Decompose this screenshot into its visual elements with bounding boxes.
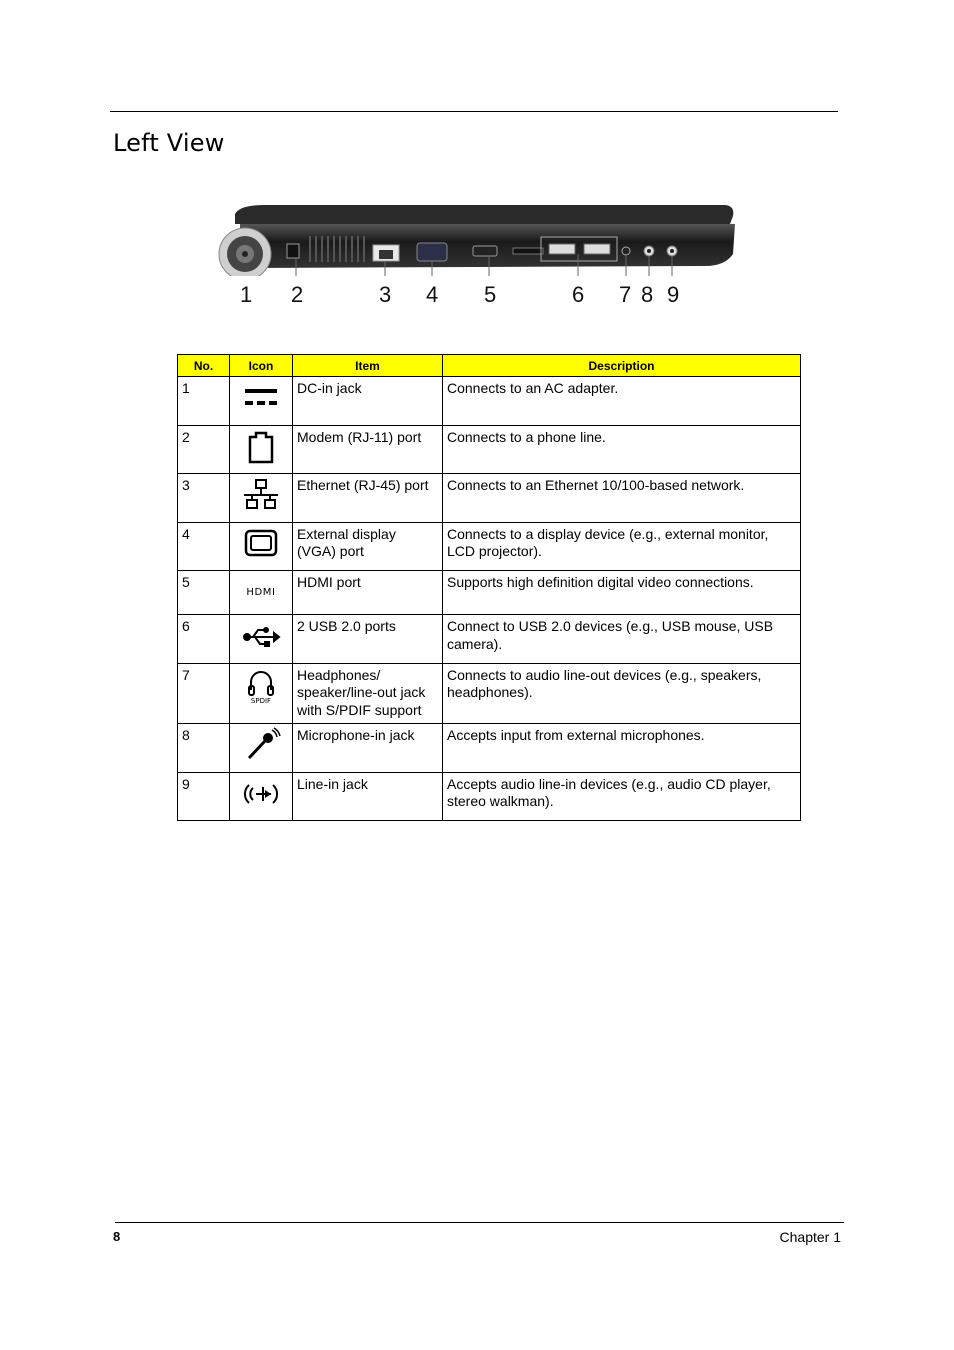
- icon-cell: [230, 615, 293, 664]
- icon-cell: [230, 474, 293, 523]
- callout-5: 5: [484, 282, 497, 307]
- row-number: 3: [178, 474, 230, 523]
- row-item: Modem (RJ-11) port: [293, 425, 443, 474]
- row-number: 6: [178, 615, 230, 664]
- icon-cell: [230, 522, 293, 571]
- modem-icon: [241, 429, 281, 465]
- chapter-label: Chapter 1: [779, 1229, 841, 1245]
- header-icon: Icon: [230, 355, 293, 377]
- table-row: [178, 724, 801, 773]
- spdif-label: SPDIF: [250, 696, 272, 705]
- callout-2: 2: [291, 282, 304, 307]
- usb-icon: [241, 618, 281, 654]
- row-number: 7: [178, 663, 230, 724]
- row-item: HDMI port: [293, 571, 443, 615]
- row-item: Ethernet (RJ-45) port: [293, 474, 443, 523]
- callout-9: 9: [667, 282, 680, 307]
- ports-table: [177, 354, 801, 821]
- header-no: No.: [178, 355, 230, 377]
- callout-4: 4: [426, 282, 439, 307]
- icon-cell: [230, 663, 293, 724]
- header-item: Item: [293, 355, 443, 377]
- callout-3: 3: [379, 282, 392, 307]
- row-number: 9: [178, 772, 230, 821]
- icon-cell: [230, 772, 293, 821]
- row-number: 2: [178, 425, 230, 474]
- laptop-left-view-figure: [205, 196, 745, 314]
- table-row: [178, 425, 801, 474]
- row-description: Connects to audio line-out devices (e.g., speakers, headphones).: [443, 663, 801, 724]
- laptop-side-illustration: [205, 196, 745, 276]
- icon-cell: [230, 425, 293, 474]
- table-row: [178, 522, 801, 571]
- header-description: Description: [443, 355, 801, 377]
- row-description: Connects to a display device (e.g., external monitor, LCD projector).: [443, 522, 801, 571]
- line-in-icon: [241, 776, 281, 812]
- hdmi-icon: HDMI: [246, 587, 276, 598]
- callout-7: 7: [619, 282, 632, 307]
- row-item: Microphone-in jack: [293, 724, 443, 773]
- callout-1: 1: [240, 282, 253, 307]
- row-description: Connects to an Ethernet 10/100-based network.: [443, 474, 801, 523]
- table-header-row: [178, 355, 801, 377]
- row-description: Accepts input from external microphones.: [443, 724, 801, 773]
- icon-cell: [230, 571, 293, 615]
- callout-6: 6: [572, 282, 585, 307]
- row-item: Line-in jack: [293, 772, 443, 821]
- row-description: Supports high definition digital video connections.: [443, 571, 801, 615]
- table-row: [178, 474, 801, 523]
- row-number: 1: [178, 377, 230, 426]
- row-item: External display (VGA) port: [293, 522, 443, 571]
- page-number: 8: [113, 1229, 121, 1244]
- table-row: [178, 663, 801, 724]
- row-item: 2 USB 2.0 ports: [293, 615, 443, 664]
- row-number: 5: [178, 571, 230, 615]
- icon-cell: [230, 377, 293, 426]
- headphones-icon: [241, 667, 281, 705]
- microphone-icon: [241, 727, 281, 763]
- table-row: [178, 615, 801, 664]
- row-number: 8: [178, 724, 230, 773]
- row-description: Connects to a phone line.: [443, 425, 801, 474]
- dc-in-icon: [241, 380, 281, 416]
- row-description: Connects to an AC adapter.: [443, 377, 801, 426]
- table-row: [178, 772, 801, 821]
- table-row: [178, 571, 801, 615]
- table-row: [178, 377, 801, 426]
- row-description: Connect to USB 2.0 devices (e.g., USB mouse, USB camera).: [443, 615, 801, 664]
- bottom-rule: [115, 1222, 844, 1223]
- row-number: 4: [178, 522, 230, 571]
- row-description: Accepts audio line-in devices (e.g., audio CD player, stereo walkman).: [443, 772, 801, 821]
- top-rule: [110, 111, 838, 112]
- callout-8: 8: [641, 282, 654, 307]
- row-item: Headphones/ speaker/line-out jack with S/PDIF support: [293, 663, 443, 724]
- row-item: DC-in jack: [293, 377, 443, 426]
- vga-icon: [241, 526, 281, 562]
- icon-cell: [230, 724, 293, 773]
- page-title: Left View: [113, 129, 225, 157]
- ethernet-icon: [241, 477, 281, 513]
